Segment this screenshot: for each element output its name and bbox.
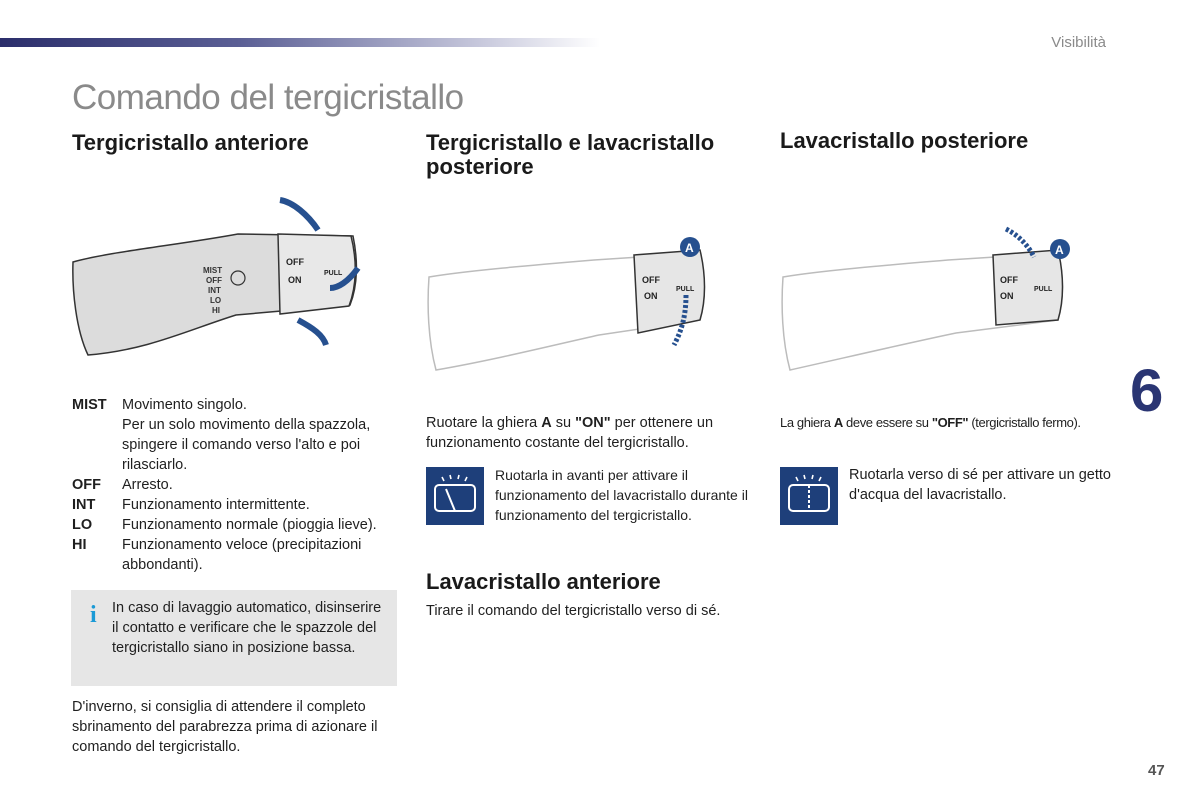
label-pull: PULL xyxy=(324,270,343,277)
arrow-down-icon xyxy=(298,320,326,345)
label-off: OFF xyxy=(206,276,222,285)
label-pull: PULL xyxy=(1034,286,1053,293)
winter-note: D'inverno, si consiglia di attendere il completo sbrinamento del parabrezza prima di azionare il comando del tergicristallo. xyxy=(72,699,378,755)
front-wiper-stalk-illustration xyxy=(68,190,368,365)
label-hi: HI xyxy=(212,306,220,315)
definition-row: Per un solo movimento della spazzola, spingere il comando verso l'alto e poi rilasciarlo. xyxy=(122,417,371,473)
rear-washer-text: Ruotarla in avanti per attivare il funzionamento del lavacristallo durante il funzionamento del tergicristallo. xyxy=(495,467,748,523)
label-on: ON xyxy=(1000,291,1014,301)
definition-row: LO Funzionamento normale (pioggia lieve). xyxy=(72,517,377,533)
label-ring-off: OFF xyxy=(286,257,304,267)
label-ring-on: ON xyxy=(288,275,302,285)
front-washer-text: Tirare il comando del tergicristallo verso di sé. xyxy=(426,603,721,619)
label-off: OFF xyxy=(642,275,660,285)
rear-washer-jet-icon xyxy=(780,467,838,525)
svg-text:A: A xyxy=(1055,243,1064,257)
section-label: Visibilità xyxy=(1051,34,1106,51)
info-icon xyxy=(87,600,103,626)
svg-text:A: A xyxy=(685,241,694,255)
chapter-number: 6 xyxy=(1130,357,1164,424)
definition-row: MIST Movimento singolo. xyxy=(72,397,247,413)
rear-wiper-stalk-illustration xyxy=(424,235,714,380)
label-lo: LO xyxy=(210,296,222,305)
page-title: Comando del tergicristallo xyxy=(72,78,464,117)
definition-row: HI Funzionamento veloce (precipitazioni abbondanti). xyxy=(72,537,362,573)
rear-washer-stalk-illustration xyxy=(778,225,1078,375)
info-text: In caso di lavaggio automatico, disinserire il contatto e verificare che le spazzole del tergicristallo siano in posizione bassa. xyxy=(112,600,382,656)
heading-rear-washer: Lavacristallo posteriore xyxy=(780,128,1029,153)
definition-row: INT Funzionamento intermittente. xyxy=(72,497,310,513)
rear-washer-icon xyxy=(426,467,484,525)
heading-front-wiper: Tergicristallo anteriore xyxy=(72,130,309,155)
definitions-list xyxy=(72,395,402,575)
page-number: 47 xyxy=(1148,762,1165,779)
info-box xyxy=(71,590,397,686)
rear-washer-note: La ghiera A deve essere su "OFF" (tergicristallo fermo). xyxy=(780,415,1081,430)
definition-row: OFF Arresto. xyxy=(72,477,173,493)
label-int: INT xyxy=(208,286,221,295)
label-pull: PULL xyxy=(676,286,695,293)
heading-rear-wiper-washer: Tergicristallo e lavacristallo posteriore xyxy=(426,130,715,179)
label-on: ON xyxy=(644,291,658,301)
label-mist: MIST xyxy=(203,266,223,275)
rear-washer-jet-text: Ruotarla verso di sé per attivare un getto d'acqua del lavacristallo. xyxy=(849,467,1111,503)
arrow-up-icon xyxy=(280,200,318,230)
svg-text:i: i xyxy=(90,602,97,626)
rear-wiper-text: Ruotare la ghiera A su "ON" per ottenere un funzionamento costante del tergicristallo. xyxy=(426,415,714,451)
header-gradient-bar xyxy=(0,38,600,47)
label-off: OFF xyxy=(1000,275,1018,285)
heading-front-washer: Lavacristallo anteriore xyxy=(426,569,661,594)
